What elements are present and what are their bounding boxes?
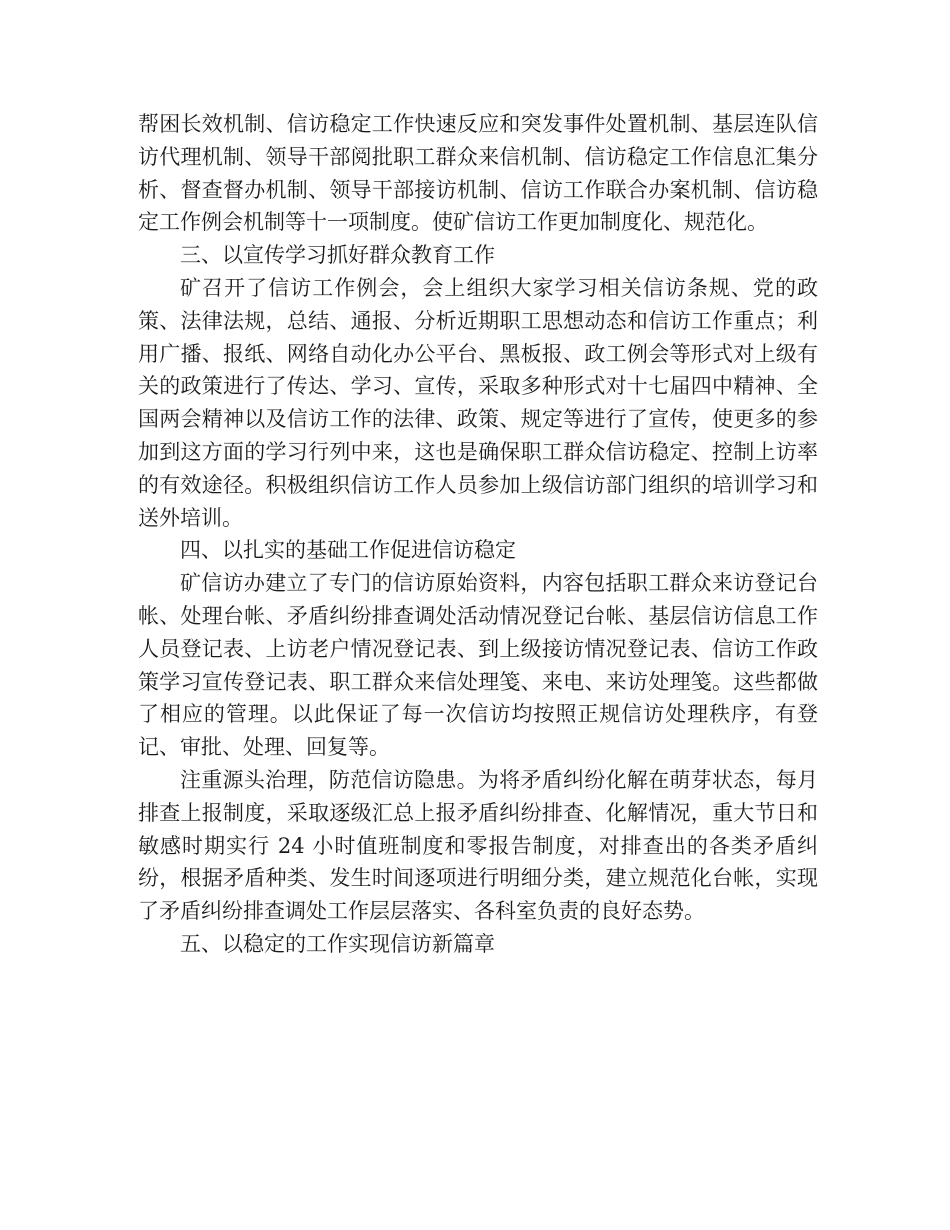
paragraph-continuation: 帮困长效机制、信访稳定工作快速反应和突发事件处置机制、基层连队信访代理机制、领导干部阅批职工群众来信机制、信访稳定工作信息汇集分析、督查督办机制、领导干部接访机制、信访工作联合办案机制、信访稳定工作例会机制等十一项制度。使矿信访工作更加制度化、规范化。 <box>138 112 818 235</box>
section-heading-4: 四、以扎实的基础工作促进信访稳定 <box>180 538 516 563</box>
section-heading-5: 五、以稳定的工作实现信访新篇章 <box>180 931 495 956</box>
paragraph-publicity: 矿召开了信访工作例会，会上组织大家学习相关信访条规、党的政策、法律法规，总结、通报、分析近期职工思想动态和信访工作重点；利用广播、报纸、网络自动化办公平台、黑板报、政工例会等形式对上级有关的政策进行了传达、学习、宣传，采取多种形式对十七届四中精神、全国两会精神以及信访工作的法律、政策、规定等进行了宣传，使更多的参加到这方面的学习行列中来，这也是确保职工群众信访稳定、控制上访率的有效途径。积极组织信访工作人员参加上级信访部门组织的培训学习和送外培训。 <box>138 275 818 530</box>
section-heading-3: 三、以宣传学习抓好群众教育工作 <box>180 243 495 268</box>
document-page <box>138 108 818 961</box>
paragraph-source-governance: 注重源头治理，防范信访隐患。为将矛盾纠纷化解在萌芽状态，每月排查上报制度，采取逐级汇总上报矛盾纠纷排查、化解情况，重大节日和敏感时期实行 24 小时值班制度和零报告制度，对排查出的各类矛盾纠纷，根据矛盾种类、发生时间逐项进行明细分类，建立规范化台帐，实现了矛盾纠纷排查调处工作层层落实、各科室负责的良好态势。 <box>138 767 818 924</box>
paragraph-records: 矿信访办建立了专门的信访原始资料，内容包括职工群众来访登记台帐、处理台帐、矛盾纠纷排查调处活动情况登记台帐、基层信访信息工作人员登记表、上访老户情况登记表、到上级接访情况登记表、信访工作政策学习宣传登记表、职工群众来信处理笺、来电、来访处理笺。这些都做了相应的管理。以此保证了每一次信访均按照正规信访处理秩序，有登记、审批、处理、回复等。 <box>138 571 818 760</box>
